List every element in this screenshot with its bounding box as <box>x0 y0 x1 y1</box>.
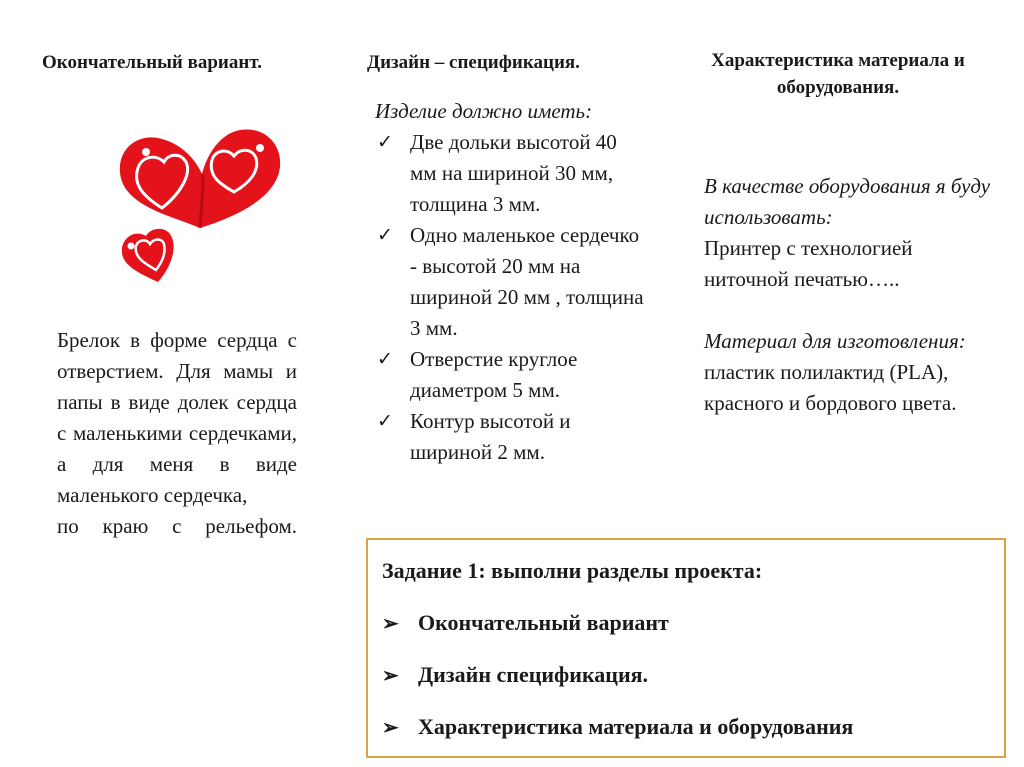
final-variant-description <box>57 325 297 542</box>
design-spec-body <box>375 96 645 543</box>
final-variant-heading: Окончательный вариант. <box>42 52 262 73</box>
material-paragraph <box>704 326 994 419</box>
arrow-bullet-icon: ➢ <box>382 613 399 635</box>
final-variant-text: Брелок в форме сердца с отверстием. Для мамы и папы в виде долек сердца с маленькими сердечками, а для меня в виде маленького сердечка, <box>57 328 297 507</box>
heart-keychain-image <box>110 120 290 290</box>
checkmark-icon: ✓ <box>377 132 393 153</box>
arrow-bullet-icon: ➢ <box>382 717 399 739</box>
task-item-final: ➢ Окончательный вариант <box>382 610 669 635</box>
large-heart-icon <box>120 129 280 228</box>
list-item: ✓ Две дольки высотой 40 мм на шириной 30 мм, толщина 3 мм. <box>375 127 645 220</box>
checkmark-icon: ✓ <box>377 225 393 246</box>
list-item: ✓ Одно маленькое сердечко - высотой 20 мм на шириной 20 мм , толщина 3 мм. <box>375 220 645 344</box>
small-heart-icon <box>122 229 174 282</box>
equipment-intro: В качестве оборудования я буду использовать: <box>704 174 991 229</box>
final-variant-text-last: по краю с рельефом. <box>57 514 297 538</box>
list-item: ✓ Отверстие круглое диаметром 5 мм. <box>375 344 645 406</box>
arrow-bullet-icon: ➢ <box>382 665 399 687</box>
equipment-value: Принтер с технологией ниточной печатью….. <box>704 236 913 291</box>
checkmark-icon: ✓ <box>377 411 393 432</box>
design-spec-heading: Дизайн – спецификация. <box>367 52 580 73</box>
task-title: Задание 1: выполни разделы проекта: <box>382 558 763 583</box>
task-item-material: ➢ Характеристика материала и оборудования <box>382 714 854 739</box>
design-spec-list <box>375 127 645 468</box>
design-spec-intro: Изделие должно иметь: <box>375 99 593 123</box>
checkmark-icon: ✓ <box>377 349 393 370</box>
material-body <box>704 171 994 419</box>
task-box <box>366 538 1006 758</box>
task-item-design: ➢ Дизайн спецификация. <box>382 662 649 687</box>
material-label: Материал для изготовления: <box>704 329 966 353</box>
list-item: ✓ Контур высотой и шириной 2 мм. <box>375 406 645 468</box>
material-heading: Характеристика материала и оборудования. <box>711 50 965 98</box>
material-value: пластик полилактид (PLA), красного и бордового цвета. <box>704 360 957 415</box>
